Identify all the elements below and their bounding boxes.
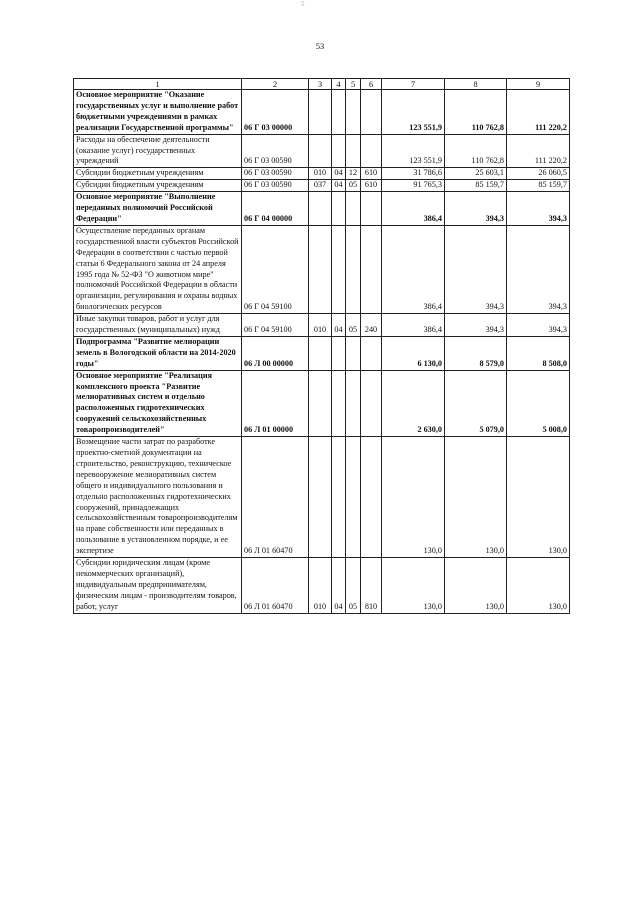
subsection-cell <box>346 225 361 313</box>
amount-col9-cell: 111 220,2 <box>507 90 570 135</box>
description-cell: Возмещение части затрат по разработке проектно-сметной документации на строительство, реконструкцию, техническое перевооружение мелиоративных систем общего и индивидуального пользования и отдельно расположенных гидротехнических сооружений, принадлежащих сельскохозяйственным товаропроизводителям на праве собственности или переданных в пользование в установленном порядке, и ее экспертизе <box>74 437 242 558</box>
section-cell: 04 <box>332 180 346 192</box>
table-row <box>74 437 570 558</box>
subsection-cell <box>346 134 361 168</box>
amount-col7-cell: 123 551,9 <box>382 90 445 135</box>
expense-type-cell <box>361 437 382 558</box>
table-row <box>74 192 570 226</box>
section-cell <box>332 90 346 135</box>
amount-col9-cell: 85 159,7 <box>507 180 570 192</box>
code-cell: 06 Г 03 00590 <box>242 180 309 192</box>
table-row <box>74 168 570 180</box>
page-number: 53 <box>315 41 325 51</box>
description-cell: Субсидии бюджетным учреждениям <box>74 180 242 192</box>
header-cell: 7 <box>382 79 445 90</box>
amount-col7-cell: 386,4 <box>382 192 445 226</box>
description-cell: Расходы на обеспечение деятельности (оказание услуг) государственных учреждений <box>74 134 242 168</box>
amount-col7-cell: 31 786,6 <box>382 168 445 180</box>
header-cell: 4 <box>332 79 346 90</box>
amount-col9-cell: 5 008,0 <box>507 370 570 436</box>
table-row <box>74 370 570 436</box>
code-cell: 06 Г 04 59100 <box>242 314 309 337</box>
table-header-row <box>74 79 570 90</box>
description-cell: Основное мероприятие "Оказание государственных услуг и выполнение работ бюджетными учреждениями в рамках реализации Государственной программы" <box>74 90 242 135</box>
code-cell: 06 Г 03 00590 <box>242 168 309 180</box>
table-row <box>74 314 570 337</box>
header-cell: 1 <box>74 79 242 90</box>
amount-col8-cell: 394,3 <box>445 314 507 337</box>
subsection-cell <box>346 90 361 135</box>
amount-col7-cell: 6 130,0 <box>382 336 445 370</box>
amount-col8-cell: 130,0 <box>445 558 507 614</box>
amount-col9-cell: 130,0 <box>507 437 570 558</box>
amount-col9-cell: 26 060,5 <box>507 168 570 180</box>
department-cell <box>309 90 332 135</box>
amount-col8-cell: 130,0 <box>445 437 507 558</box>
amount-col9-cell: 394,3 <box>507 314 570 337</box>
amount-col7-cell: 386,4 <box>382 314 445 337</box>
amount-col7-cell: 91 765,3 <box>382 180 445 192</box>
department-cell: 010 <box>309 314 332 337</box>
header-cell: 9 <box>507 79 570 90</box>
code-cell: 06 Г 03 00590 <box>242 134 309 168</box>
expense-type-cell: 610 <box>361 180 382 192</box>
page-top-mark: 5 <box>301 0 305 8</box>
amount-col7-cell: 123 551,9 <box>382 134 445 168</box>
description-cell: Иные закупки товаров, работ и услуг для государственных (муниципальных) нужд <box>74 314 242 337</box>
amount-col9-cell: 111 220,2 <box>507 134 570 168</box>
expense-type-cell <box>361 225 382 313</box>
amount-col7-cell: 130,0 <box>382 437 445 558</box>
table-body <box>74 90 570 614</box>
department-cell <box>309 225 332 313</box>
amount-col8-cell: 394,3 <box>445 225 507 313</box>
code-cell: 06 Г 04 59100 <box>242 225 309 313</box>
section-cell <box>332 336 346 370</box>
amount-col8-cell: 110 762,8 <box>445 134 507 168</box>
department-cell <box>309 370 332 436</box>
description-cell: Основное мероприятие "Выполнение переданных полномочий Российской Федерации" <box>74 192 242 226</box>
subsection-cell <box>346 370 361 436</box>
department-cell: 010 <box>309 168 332 180</box>
expense-type-cell <box>361 90 382 135</box>
expense-type-cell <box>361 134 382 168</box>
amount-col9-cell: 8 508,0 <box>507 336 570 370</box>
description-cell: Осуществление переданных органам государственной власти субъектов Российской Федерации в соответствии с частью первой статьи 6 Федерального закона от 24 апреля 1995 года № 52-ФЗ "О животном мире" полномочий Российской Федерации в области организации, регулирования и охраны водных биологических ресурсов <box>74 225 242 313</box>
expense-type-cell <box>361 370 382 436</box>
budget-table <box>73 78 570 614</box>
department-cell: 037 <box>309 180 332 192</box>
table-row <box>74 134 570 168</box>
amount-col9-cell: 394,3 <box>507 225 570 313</box>
amount-col8-cell: 25 603,1 <box>445 168 507 180</box>
section-cell: 04 <box>332 558 346 614</box>
section-cell <box>332 370 346 436</box>
subsection-cell: 05 <box>346 314 361 337</box>
table-row <box>74 558 570 614</box>
code-cell: 06 Л 00 00000 <box>242 336 309 370</box>
description-cell: Субсидии бюджетным учреждениям <box>74 168 242 180</box>
table-row <box>74 225 570 313</box>
header-cell: 3 <box>309 79 332 90</box>
subsection-cell <box>346 336 361 370</box>
subsection-cell: 05 <box>346 180 361 192</box>
department-cell <box>309 192 332 226</box>
table-row <box>74 90 570 135</box>
amount-col7-cell: 130,0 <box>382 558 445 614</box>
section-cell <box>332 225 346 313</box>
header-cell: 2 <box>242 79 309 90</box>
expense-type-cell <box>361 192 382 226</box>
code-cell: 06 Л 01 00000 <box>242 370 309 436</box>
department-cell <box>309 336 332 370</box>
section-cell <box>332 437 346 558</box>
subsection-cell: 12 <box>346 168 361 180</box>
subsection-cell: 05 <box>346 558 361 614</box>
expense-type-cell: 810 <box>361 558 382 614</box>
section-cell: 04 <box>332 314 346 337</box>
amount-col7-cell: 2 630,0 <box>382 370 445 436</box>
description-cell: Основное мероприятие "Реализация комплексного проекта "Развитие мелиоративных систем и отдельно расположенных гидротехнических сооружений сельскохозяйственных товаропроизводителей" <box>74 370 242 436</box>
code-cell: 06 Л 01 60470 <box>242 558 309 614</box>
amount-col8-cell: 110 762,8 <box>445 90 507 135</box>
subsection-cell <box>346 437 361 558</box>
department-cell <box>309 437 332 558</box>
section-cell <box>332 192 346 226</box>
expense-type-cell: 610 <box>361 168 382 180</box>
expense-type-cell <box>361 336 382 370</box>
section-cell <box>332 134 346 168</box>
department-cell <box>309 134 332 168</box>
section-cell: 04 <box>332 168 346 180</box>
subsection-cell <box>346 192 361 226</box>
header-cell: 6 <box>361 79 382 90</box>
header-cell: 8 <box>445 79 507 90</box>
amount-col9-cell: 394,3 <box>507 192 570 226</box>
code-cell: 06 Л 01 60470 <box>242 437 309 558</box>
amount-col8-cell: 5 079,0 <box>445 370 507 436</box>
amount-col9-cell: 130,0 <box>507 558 570 614</box>
table-row <box>74 180 570 192</box>
expense-type-cell: 240 <box>361 314 382 337</box>
amount-col8-cell: 394,3 <box>445 192 507 226</box>
code-cell: 06 Г 03 00000 <box>242 90 309 135</box>
code-cell: 06 Г 04 00000 <box>242 192 309 226</box>
description-cell: Подпрограмма "Развитие мелиорации земель в Вологодской области на 2014-2020 годы" <box>74 336 242 370</box>
header-cell: 5 <box>346 79 361 90</box>
amount-col7-cell: 386,4 <box>382 225 445 313</box>
table-row <box>74 336 570 370</box>
amount-col8-cell: 85 159,7 <box>445 180 507 192</box>
amount-col8-cell: 8 579,0 <box>445 336 507 370</box>
department-cell: 010 <box>309 558 332 614</box>
description-cell: Субсидии юридическим лицам (кроме некоммерческих организаций), индивидуальным предпринимателям, физическим лицам - производителям товаров, работ, услуг <box>74 558 242 614</box>
